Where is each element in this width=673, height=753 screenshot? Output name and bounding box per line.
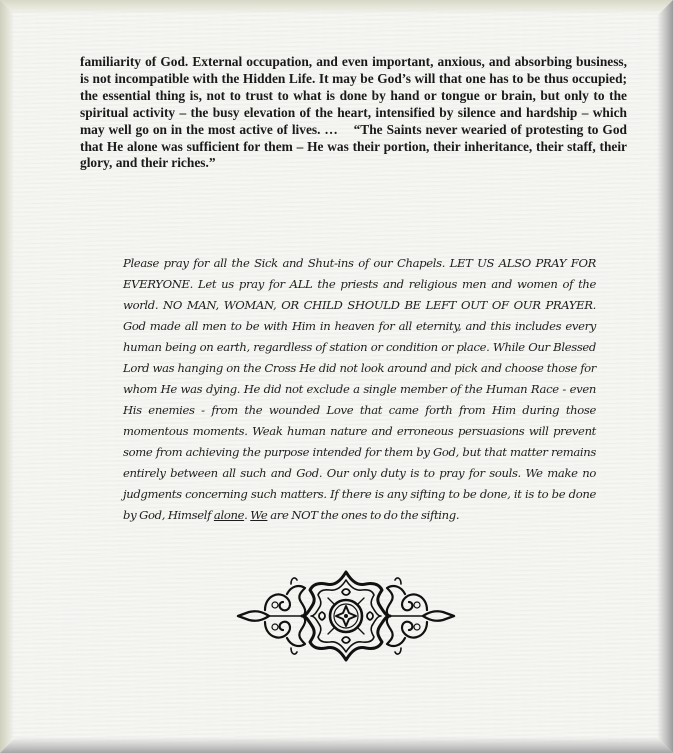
emphasis-alone: alone (213, 508, 245, 522)
ornament-right-scroll (387, 578, 454, 654)
prayer-text-main: Please pray for all the Sick and Shut-ins of our Chapels. LET US ALSO PRAY FOR EVERYONE. Let us pray for ALL the priests and religious men and women of the world. NO MAN, WOMAN, OR CHILD SHOULD BE LEFT OUT OF OUR PRAYER. God made all men to be with Him in heaven for all eternity, and this includes every human being on earth, regardless of station or condition or place. While Our Blessed Lord was hanging on the Cross He did not look around and pick and choose those for whom He was dying. He did not exclude a single member of the Human Race - even His enemies - from the wounded Love that came forth from Him during those momentous moments. Weak human nature and erroneous persuasions will prevent some from achieving the purpose intended for them by God, but that matter remains entirely between all such and God. Our only duty is to pray for souls. We make no judgments concerning such matters. If there is any sifting to be done, it is to be done by God, Himself (123, 256, 596, 522)
emphasis-we: We (250, 508, 268, 522)
frame-bevel-left (0, 0, 14, 753)
frame-bevel-bottom (0, 737, 673, 753)
frame-bevel-top (0, 0, 673, 14)
decorative-floral-ornament-icon (235, 570, 457, 662)
prayer-request-paragraph (123, 253, 596, 526)
ornament-center-flower (302, 572, 390, 660)
hidden-life-quote: familiarity of God. External occupation, and even important, anxious, and absorbing business, is not incompatible with the Hidden Life. It may be God’s will that one has to be thus occupied; the essential thing is, not to trust to what is done by hand or tongue or brain, but only to the spiritual activity – the busy elevation of the heart, intensified by silence and hardship – which may well go on in the most active of lives. … “The Saints never wearied of protesting to God that He alone was sufficient for them – He was their portion, their inheritance, their staff, their glory, and their riches.” (80, 54, 627, 171)
prayer-text-separator: . (244, 508, 251, 522)
prayer-text-end: are NOT the ones to do the sifting. (267, 508, 460, 522)
frame-bevel-right (657, 0, 673, 753)
ornament-left-scroll (238, 578, 305, 654)
